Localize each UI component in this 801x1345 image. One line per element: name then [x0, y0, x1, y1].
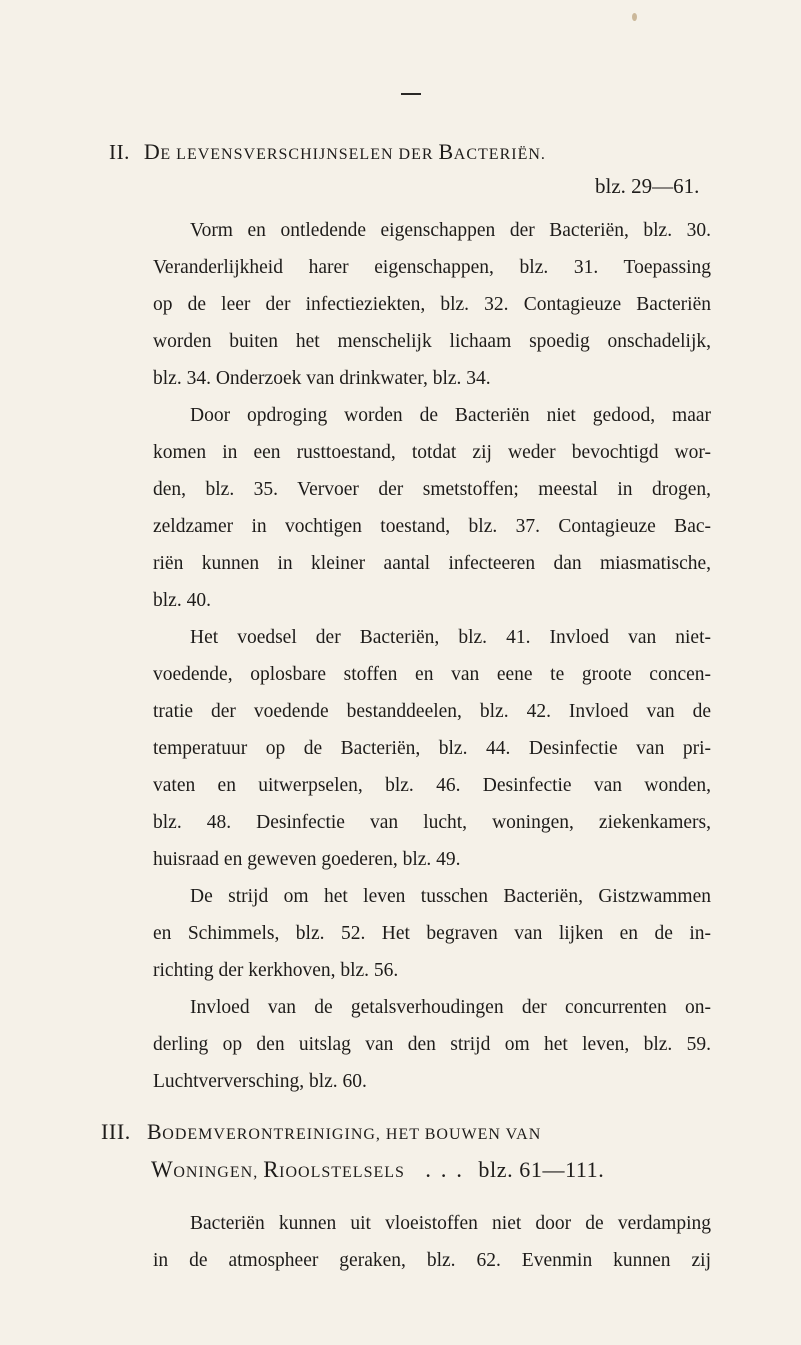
section-2-number: II. — [109, 140, 131, 164]
text-line: Luchtverversching, blz. 60. — [153, 1071, 367, 1092]
text-line: komen in een rusttoestand, totdat zij weder bevochtigd wor- — [153, 442, 711, 463]
text-line: blz. 34. Onderzoek van drinkwater, blz. 34. — [153, 368, 491, 389]
text-line: Door opdroging worden de Bacteriën niet gedood, maar — [190, 405, 711, 426]
text-line: den, blz. 35. Vervoer der smetstoffen; meestal in drogen, — [153, 479, 711, 500]
text-line: De strijd om het leven tusschen Bacteriën, Gistzwammen — [190, 886, 711, 907]
text-line: richting der kerkhoven, blz. 56. — [153, 960, 399, 981]
text-line: riën kunnen in kleiner aantal infecteeren dan miasmatische, — [153, 553, 711, 574]
text-line: voedende, oplosbare stoffen en van eene te groote concen- — [153, 664, 711, 685]
section-3-title-initial: B — [147, 1119, 163, 1144]
text-line: zeldzamer in vochtigen toestand, blz. 37. Contagieuze Bac- — [153, 516, 711, 537]
section-3-title-initial-r: R — [263, 1157, 280, 1182]
text-line: blz. 40. — [153, 590, 211, 611]
text-line: Invloed van de getalsverhoudingen der concurrenten on- — [190, 997, 711, 1018]
text-line: Vorm en ontledende eigenschappen der Bacteriën, blz. 30. — [190, 220, 711, 241]
text-line: huisraad en geweven goederen, blz. 49. — [153, 849, 461, 870]
text-line: in de atmospheer geraken, blz. 62. Evenmin kunnen zij — [153, 1250, 711, 1271]
section-2-heading — [109, 139, 546, 168]
section-3-title-text-3: IOOLSTELSELS — [279, 1164, 405, 1181]
section-3-title-text-2: ONINGEN, — [173, 1164, 264, 1181]
section-3-title-text: ODEMVERONTREINIGING, HET BOUWEN VAN — [162, 1126, 542, 1143]
text-line: Het voedsel der Bacteriën, blz. 41. Invloed van niet- — [190, 627, 711, 648]
section-2-title-initial: D — [143, 139, 161, 164]
paper-speck — [632, 13, 637, 21]
text-line: derling op den uitslag van den strijd om het leven, blz. 59. — [153, 1034, 711, 1055]
section-3-pages: blz. 61—111. — [478, 1157, 605, 1182]
text-line: op de leer der infectieziekten, blz. 32. Contagieuze Bacteriën — [153, 294, 711, 315]
section-3-title-initial-w: W — [151, 1157, 174, 1182]
leader-dots: . . . — [425, 1157, 465, 1182]
text-line: vaten en uitwerpselen, blz. 46. Desinfectie van wonden, — [153, 775, 711, 796]
text-line: blz. 48. Desinfectie van lucht, woningen, ziekenkamers, — [153, 812, 711, 833]
section-2-title-end: ACTERIËN. — [453, 146, 546, 163]
text-line: Veranderlijkheid harer eigenschappen, blz. 31. Toepassing — [153, 257, 711, 278]
section-3-heading-line-1 — [101, 1119, 541, 1148]
text-line: en Schimmels, blz. 52. Het begraven van lijken en de in- — [153, 923, 711, 944]
section-2-title-text: E LEVENSVERSCHIJNSELEN DER — [160, 146, 439, 163]
section-3-number: III. — [101, 1119, 131, 1144]
header-rule — [401, 93, 421, 95]
text-line: Bacteriën kunnen uit vloeistoffen niet door de verdamping — [190, 1213, 711, 1234]
text-line: worden buiten het menschelijk lichaam spoedig onschadelijk, — [153, 331, 711, 352]
section-3-heading-line-2 — [151, 1157, 604, 1186]
text-line: temperatuur op de Bacteriën, blz. 44. Desinfectie van pri- — [153, 738, 711, 759]
text-line: tratie der voedende bestanddeelen, blz. 42. Invloed van de — [153, 701, 711, 722]
section-2-pages: blz. 29—61. — [595, 174, 700, 198]
section-2-title-initial-b: B — [438, 139, 454, 164]
